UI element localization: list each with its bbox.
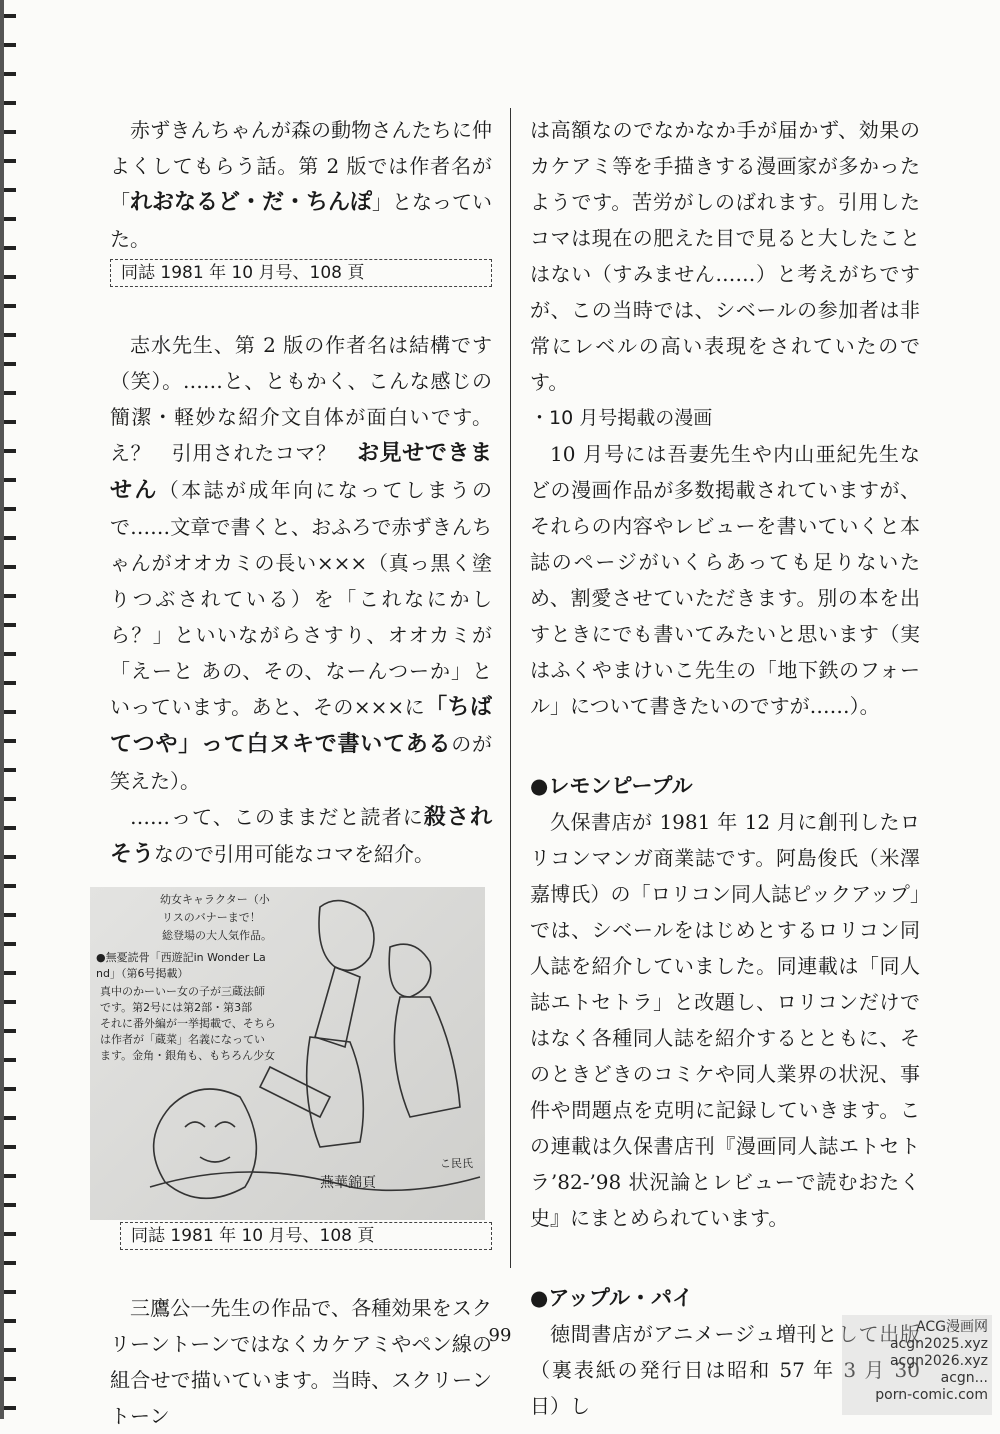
p2-bold: 殺されそう	[110, 805, 492, 867]
watermark-line-4: porn-comic.com	[875, 1387, 988, 1403]
paragraph-1	[110, 327, 492, 799]
p1-text-b: （本誌が成年向になってしまうので……文章で書くと、おふろで赤ずきんちゃんがオオカミの長い×××（真っ黒く塗りつぶされている）を「これなにかしら？」といいながらさすり、オオカミが「えーと あの、その、なーんつーか」といっています。あと、その×××に	[110, 478, 492, 719]
fig-text-9: ます。金角・銀角も、もちろん少女	[100, 1049, 276, 1062]
caption-2: 同誌 1981 年 10 月号、108 頁	[120, 1222, 492, 1250]
caption-1: 同誌 1981 年 10 月号、108 頁	[110, 259, 492, 287]
fig-text-11: こ民氏	[440, 1157, 473, 1170]
fig-text-4: nd」（第6号掲載）	[96, 967, 189, 980]
p1-bold-1: お見せできません	[110, 441, 492, 503]
right-column	[530, 112, 920, 1424]
p1-text-a: 志水先生、第 2 版の作者名は結構です（笑）。……と、ともかく、こんな感じの簡潔・軽妙な紹介文自体が面白いです。え？ 引用されたコマ？	[110, 333, 492, 465]
intro-author-name: れおなるど・だ・ちんぽ	[130, 190, 373, 215]
heading-lemon-people: ●レモンピープル	[530, 774, 693, 798]
paragraph-3: 三鷹公一先生の作品で、各種効果をスクリーントーンではなくカケアミやペン線の組合せで描いています。当時、スクリーントーン	[110, 1296, 492, 1428]
watermark-line-0: ACG漫画网	[916, 1319, 988, 1335]
binding-edge	[0, 0, 16, 1419]
fig-text-5: 真中のかーいー女の子が三蔵法師	[100, 985, 265, 998]
manga-illustration	[90, 887, 485, 1220]
watermark-line-2: acgn2026.xyz	[889, 1353, 988, 1369]
watermark-line-1: acgn2025.xyz	[889, 1336, 988, 1352]
fig-text-0: 幼女キャラクター（小	[160, 893, 270, 906]
right-paragraph-4: 徳間書店がアニメージュ増刊として出版（裏表紙の発行日は昭和 57 年 3 月 30 日）し	[530, 1322, 920, 1418]
heading-apple-pie: ●アップル・パイ	[530, 1286, 694, 1310]
intro-text-b: 」となっていた。	[110, 190, 493, 251]
fig-text-1: リスのバナーまで！	[162, 911, 261, 924]
p1-text-c: のが笑えた）。	[110, 732, 492, 793]
subheading-october: ・10 月号掲載の漫画	[530, 407, 713, 429]
manga-figure	[90, 887, 485, 1220]
fig-text-8: は作者が「蔵菜」名義になってい	[100, 1033, 265, 1046]
right-paragraph-1: は高額なのでなかなか手が届かず、効果のカケアミ等を手描きする漫画家が多かったようです。苦労がしのばれます。引用したコマは現在の肥えた目で見ると大したことはない（すみません……）と考えがちですが、この当時では、シベールの参加者は非常にレベルの高い表現をされていたのです。	[530, 118, 920, 394]
p1-bold-2: 「ちばてつや」って白ヌキで書いてある	[110, 695, 492, 757]
intro-paragraph	[110, 112, 492, 257]
fig-text-7: それに番外編が一挙掲載で、そちら	[100, 1017, 276, 1030]
page-number: 99	[488, 1325, 512, 1346]
left-column	[96, 112, 493, 1434]
intro-text-a: 赤ずきんちゃんが森の動物さんたちに仲よくしてもらう話。第 2 版では作者名が「	[110, 118, 492, 214]
watermark-line-3: acgn...	[940, 1370, 988, 1386]
p2-text-b: なので引用可能なコマを紹介。	[154, 842, 435, 866]
paragraph-2	[110, 799, 492, 873]
fig-text-6: です。第2号には第2部・第3部	[100, 1001, 253, 1014]
right-paragraph-2: 10 月号には吾妻先生や内山亜紀先生などの漫画作品が多数掲載されていますが、それらの内容やレビューを書いていくと本誌のページがいくらあっても足りないため、割愛させていただきます。別の本を出すときにでも書いてみたいと思います（実はふくやまけいこ先生の「地下鉄のフォール」について書きたいのですが……）。	[530, 442, 920, 718]
fig-text-10: 燕華錦頁	[320, 1175, 376, 1191]
column-divider	[510, 108, 511, 1268]
right-paragraph-3: 久保書店が 1981 年 12 月に創刊したロリコンマンガ商業誌です。阿島俊氏（米澤嘉博氏）の「ロリコン同人誌ピックアップ」では、シベールをはじめとするロリコン同人誌を紹介していました。同連載は「同人誌エトセトラ」と改題し、ロリコンだけではなく各種同人誌を紹介するとともに、そのときどきのコミケや同人業界の状況、事件や問題点を克明に記録していきます。この連載は久保書店刊『漫画同人誌エトセトラ’82-’98 状況論とレビューで読むおたく史』にまとめられています。	[530, 810, 920, 1230]
watermark	[842, 1315, 992, 1415]
p2-text-a: ……って、このままだと読者に	[130, 805, 424, 829]
fig-text-3: ●無憂読骨「西遊記in Wonder La	[96, 951, 266, 964]
fig-text-2: 総登場の大人気作品。	[162, 929, 272, 942]
